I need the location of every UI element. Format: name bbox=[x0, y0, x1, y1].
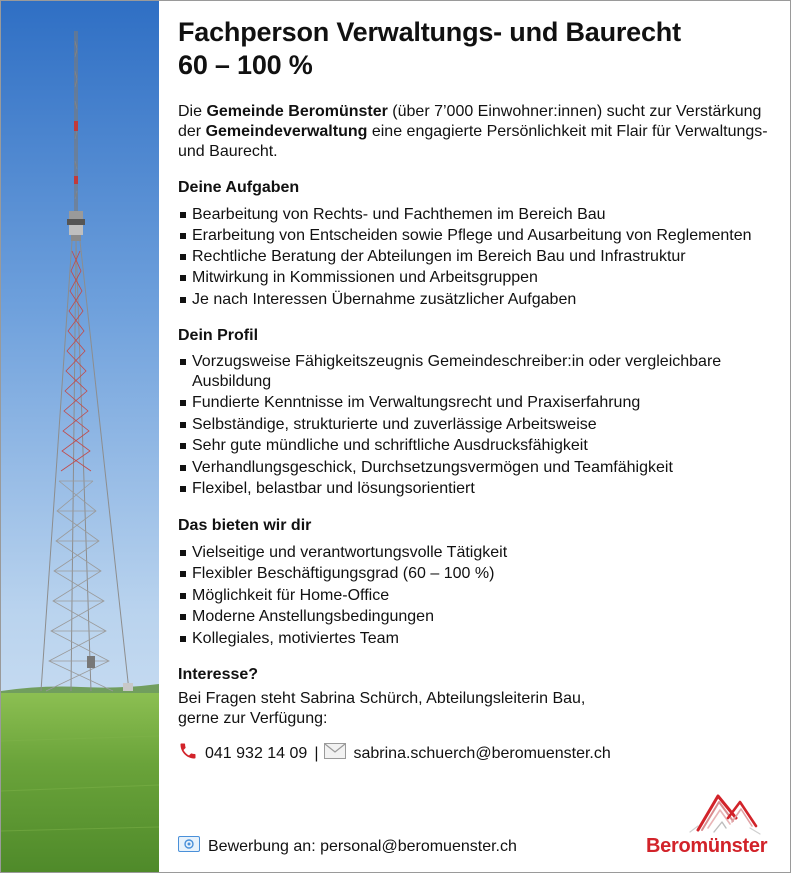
intro-part-2: (über 7’000 Einwohner:innen) sucht zur Verstärkung der bbox=[178, 103, 762, 140]
list-item: Sehr gute mündliche und schriftliche Ausdrucksfähigkeit bbox=[178, 435, 783, 457]
list-item: Je nach Interessen Übernahme zusätzlicher Aufgaben bbox=[178, 289, 783, 311]
contact-text-line2: gerne zur Verfügung: bbox=[178, 710, 328, 727]
section-profil bbox=[178, 326, 783, 500]
list-item: Vielseitige und verantwortungsvolle Tätigkeit bbox=[178, 542, 783, 564]
tower-photo bbox=[1, 1, 159, 872]
section-angebot bbox=[178, 516, 783, 650]
list-item: Selbständige, strukturierte und zuverlässige Arbeitsweise bbox=[178, 414, 783, 436]
ad-content bbox=[178, 16, 783, 767]
job-title-line1: Fachperson Verwaltungs- und Baurecht bbox=[178, 17, 681, 47]
logo-wordmark: Beromünster bbox=[646, 835, 768, 857]
tower-illustration bbox=[1, 1, 159, 872]
section-heading-profil: Dein Profil bbox=[178, 327, 259, 344]
aufgaben-list bbox=[178, 204, 783, 310]
list-item: Erarbeitung von Entscheiden sowie Pflege und Ausarbeitung von Reglementen bbox=[178, 226, 783, 246]
list-item: Moderne Anstellungsbedingungen bbox=[178, 606, 783, 628]
intro-part-3: eine engagierte Persönlichkeit mit Flair für Verwaltungs- und Baurecht. bbox=[178, 123, 768, 160]
profil-list bbox=[178, 352, 783, 500]
contact-phone[interactable]: 041 932 14 09 bbox=[205, 745, 308, 762]
intro-employer: Gemeinde Beromünster bbox=[206, 103, 388, 120]
list-item: Fundierte Kenntnisse im Verwaltungsrecht und Praxiserfahrung bbox=[178, 392, 783, 414]
mail-icon bbox=[324, 743, 346, 765]
contact-email[interactable]: sabrina.schuerch@beromuenster.ch bbox=[353, 745, 611, 762]
list-item: Verhandlungsgeschick, Durchsetzungsvermögen und Teamfähigkeit bbox=[178, 457, 783, 479]
section-aufgaben bbox=[178, 178, 783, 310]
list-item: Rechtliche Beratung der Abteilungen im Bereich Bau und Infrastruktur bbox=[178, 246, 783, 268]
list-item: Vorzugsweise Fähigkeitszeugnis Gemeindeschreiber:in oder vergleichbare Ausbildung bbox=[178, 352, 783, 392]
apply-line bbox=[178, 835, 517, 859]
apply-email[interactable]: Bewerbung an: personal@beromuenster.ch bbox=[208, 838, 517, 855]
list-item: Bearbeitung von Rechts- und Fachthemen im Bereich Bau bbox=[178, 204, 783, 226]
intro-part-1: Die bbox=[178, 103, 207, 120]
list-item: Mitwirkung in Kommissionen und Arbeitsgruppen bbox=[178, 267, 783, 289]
intro-department: Gemeindeverwaltung bbox=[205, 123, 368, 140]
job-title bbox=[178, 16, 783, 82]
contact-separator: | bbox=[314, 745, 319, 762]
intro-text bbox=[178, 102, 783, 162]
section-heading-aufgaben: Deine Aufgaben bbox=[178, 179, 300, 196]
list-item: Flexibel, belastbar und lösungsorientiert bbox=[178, 478, 783, 500]
section-heading-angebot: Das bieten wir dir bbox=[178, 516, 312, 534]
contact-line bbox=[178, 741, 783, 767]
angebot-list bbox=[178, 542, 783, 650]
list-item: Kollegiales, motiviertes Team bbox=[178, 628, 783, 650]
email-send-icon bbox=[178, 835, 200, 859]
job-title-line2: 60 – 100 % bbox=[178, 50, 313, 80]
contact-text-line1: Bei Fragen steht Sabrina Schürch, Abteilungsleiterin Bau, bbox=[178, 690, 586, 707]
phone-icon bbox=[178, 741, 198, 767]
section-heading-contact: Interesse? bbox=[178, 666, 259, 683]
list-item: Möglichkeit für Home-Office bbox=[178, 585, 783, 607]
section-contact bbox=[178, 665, 783, 767]
list-item: Flexibler Beschäftigungsgrad (60 – 100 %) bbox=[178, 563, 783, 585]
